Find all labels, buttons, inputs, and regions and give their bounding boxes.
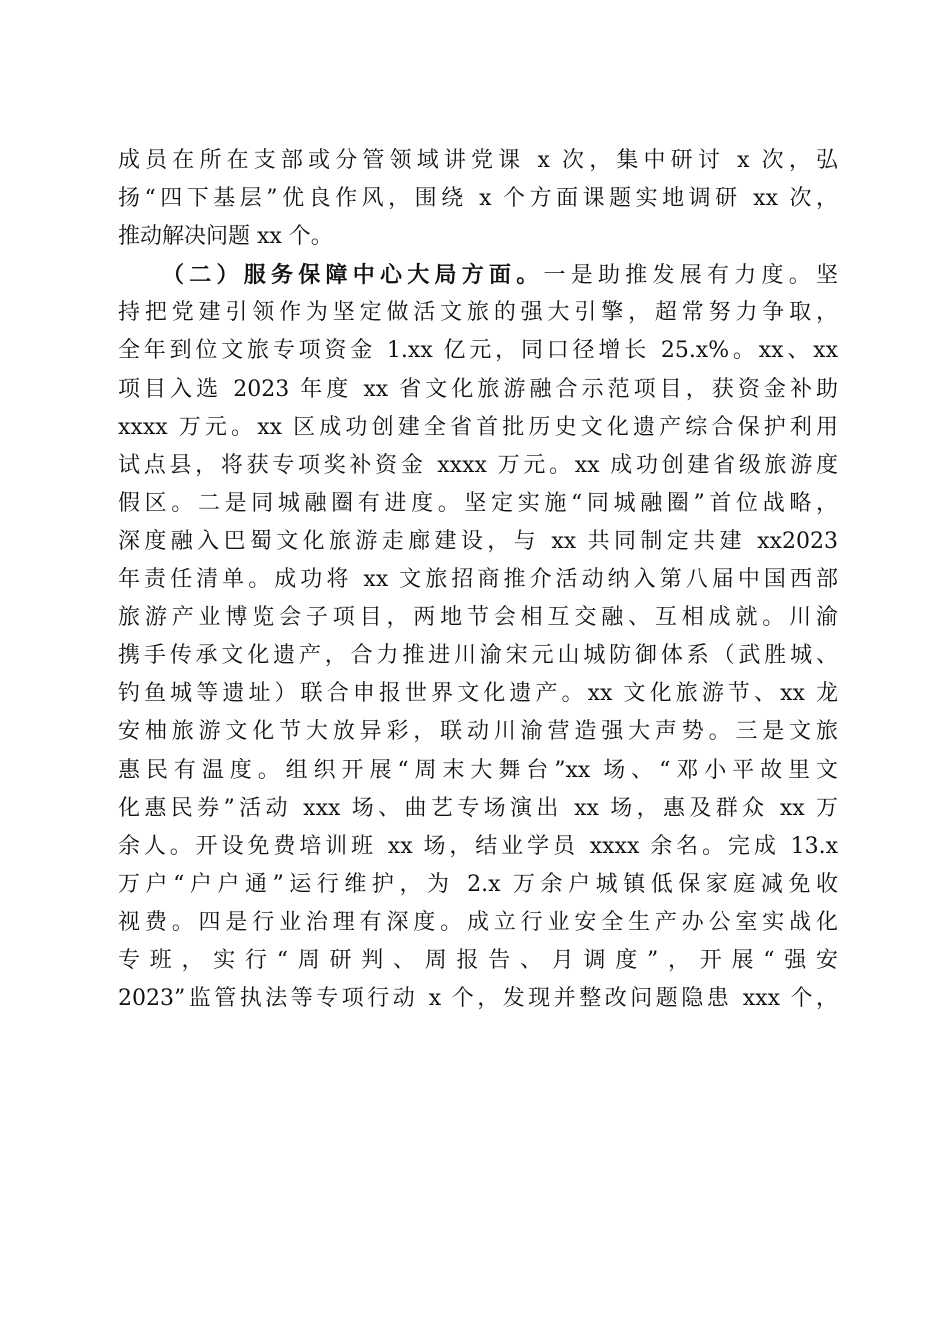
paragraph-2-line-4: 项目入选 2023 年度 xx 省文化旅游融合示范项目，获资金补助: [118, 376, 838, 402]
paragraph-1-line-1: 成员在所在支部或分管领域讲党课 x 次，集中研讨 x 次，弘: [118, 148, 838, 173]
paragraph-2-line-7: 假区。二是同城融圈有进度。坚定实施“同城融圈”首位战略，: [118, 490, 838, 516]
paragraph-1-line-3: 推动解决问题 xx 个。: [118, 224, 333, 250]
body-text: [118, 142, 838, 1018]
paragraph-2-line-19: 专班，实行“周研判、周报告、月调度”，开展“强安: [118, 947, 838, 973]
paragraph-2-line-8: 深度融入巴蜀文化旅游走廊建设，与 xx 共同制定共建 xx2023: [118, 528, 838, 554]
paragraph-2-line-13: 安柚旅游文化节大放异彩，联动川渝营造强大声势。三是文旅: [118, 719, 838, 745]
paragraph-1-line-2: 扬“四下基层”优良作风，围绕 x 个方面课题实地调研 xx 次，: [118, 186, 838, 212]
paragraph-2-line-18: 视费。四是行业治理有深度。成立行业安全生产办公室实战化: [118, 909, 838, 935]
paragraph-2-line-3: 全年到位文旅专项资金 1.xx 亿元，同口径增长 25.x%。xx、xx: [118, 338, 838, 364]
paragraph-2-line-9: 年责任清单。成功将 xx 文旅招商推介活动纳入第八届中国西部: [118, 567, 838, 593]
paragraph-2-line-15: 化惠民券”活动 xxx 场、曲艺专场演出 xx 场，惠及群众 xx 万: [118, 795, 838, 821]
paragraph-2-line-11: 携手传承文化遗产，合力推进川渝宋元山城防御体系（武胜城、: [118, 643, 838, 669]
paragraph-2-line-10: 旅游产业博览会子项目，两地节会相互交融、互相成就。川渝: [118, 605, 838, 631]
paragraph-2-line-16: 余人。开设免费培训班 xx 场，结业学员 xxxx 余名。完成 13.x: [118, 833, 838, 859]
paragraph-2-line-20: 2023”监管执法等专项行动 x 个，发现并整改问题隐患 xxx 个，: [118, 986, 838, 1012]
paragraph-2-line-6: 试点县，将获专项奖补资金 xxxx 万元。xx 成功创建省级旅游度: [118, 452, 838, 478]
paragraph-2-line-1-rest: 一是助推发展有力度。坚: [543, 263, 838, 289]
paragraph-2-line-5: xxxx 万元。xx 区成功创建全省首批历史文化遗产综合保护利用: [118, 414, 838, 440]
paragraph-2-line-14: 惠民有温度。组织开展“周末大舞台”xx 场、“邓小平故里文: [118, 757, 838, 783]
paragraph-2-line-12: 钓鱼城等遗址）联合申报世界文化遗产。xx 文化旅游节、xx 龙: [118, 681, 838, 707]
paragraph-2-line-1: [118, 256, 838, 294]
paragraph-2-line-2: 持把党建引领作为坚定做活文旅的强大引擎，超常努力争取，: [118, 300, 838, 326]
paragraph-2-line-17: 万户“户户通”运行维护，为 2.x 万余户城镇低保家庭减免收: [118, 871, 838, 897]
section-heading: （二）服务保障中心大局方面。: [162, 262, 544, 289]
